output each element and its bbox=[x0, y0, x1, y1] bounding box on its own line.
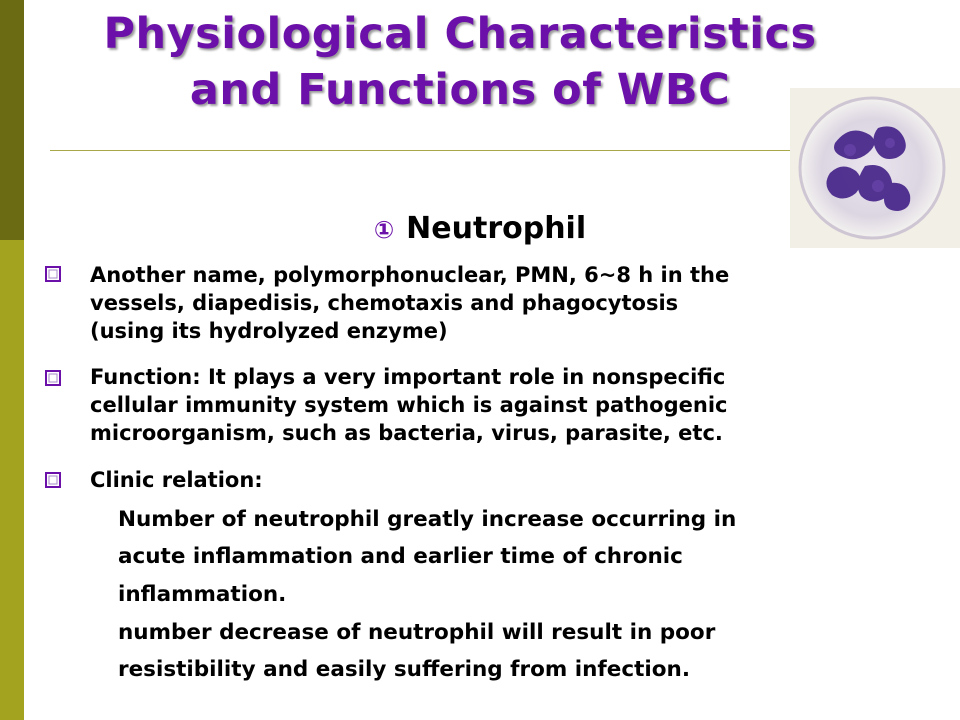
square-bullet-icon bbox=[45, 370, 61, 386]
clinic-line: inflammation. bbox=[118, 582, 287, 607]
bullet-line: cellular immunity system which is against pathogenic bbox=[90, 393, 728, 417]
sidebar-accent-top bbox=[0, 0, 24, 240]
bullet-line: (using its hydrolyzed enzyme) bbox=[90, 319, 448, 343]
clinic-line: acute inflammation and earlier time of chronic bbox=[118, 544, 683, 569]
section-heading-text: Neutrophil bbox=[406, 211, 587, 246]
bullet-item bbox=[90, 261, 920, 345]
bullet-line: Another name, polymorphonuclear, PMN, 6~8 h in the bbox=[90, 263, 730, 287]
square-bullet-icon bbox=[45, 472, 61, 488]
section-heading bbox=[30, 209, 930, 250]
slide-title bbox=[30, 6, 890, 118]
clinic-line: Number of neutrophil greatly increase occurring in bbox=[118, 507, 737, 532]
bullet-line: Function: It plays a very important role in nonspecific bbox=[90, 365, 726, 389]
circled-number-marker: ① bbox=[373, 216, 395, 244]
bullet-line: microorganism, such as bacteria, virus, parasite, etc. bbox=[90, 421, 723, 445]
clinic-line: number decrease of neutrophil will result in poor bbox=[118, 620, 716, 645]
square-bullet-icon bbox=[45, 266, 61, 282]
bullet-line: vessels, diapedisis, chemotaxis and phagocytosis bbox=[90, 291, 679, 315]
clinic-line: resistibility and easily suffering from infection. bbox=[118, 657, 691, 682]
title-line-1: Physiological Characteristics bbox=[103, 9, 817, 59]
title-divider bbox=[50, 150, 802, 151]
bullet-item bbox=[90, 466, 920, 494]
bullet-line: Clinic relation: bbox=[90, 468, 263, 492]
title-line-2: and Functions of WBC bbox=[189, 65, 731, 115]
bullet-item bbox=[90, 363, 920, 447]
sidebar-accent-bottom bbox=[0, 240, 24, 720]
